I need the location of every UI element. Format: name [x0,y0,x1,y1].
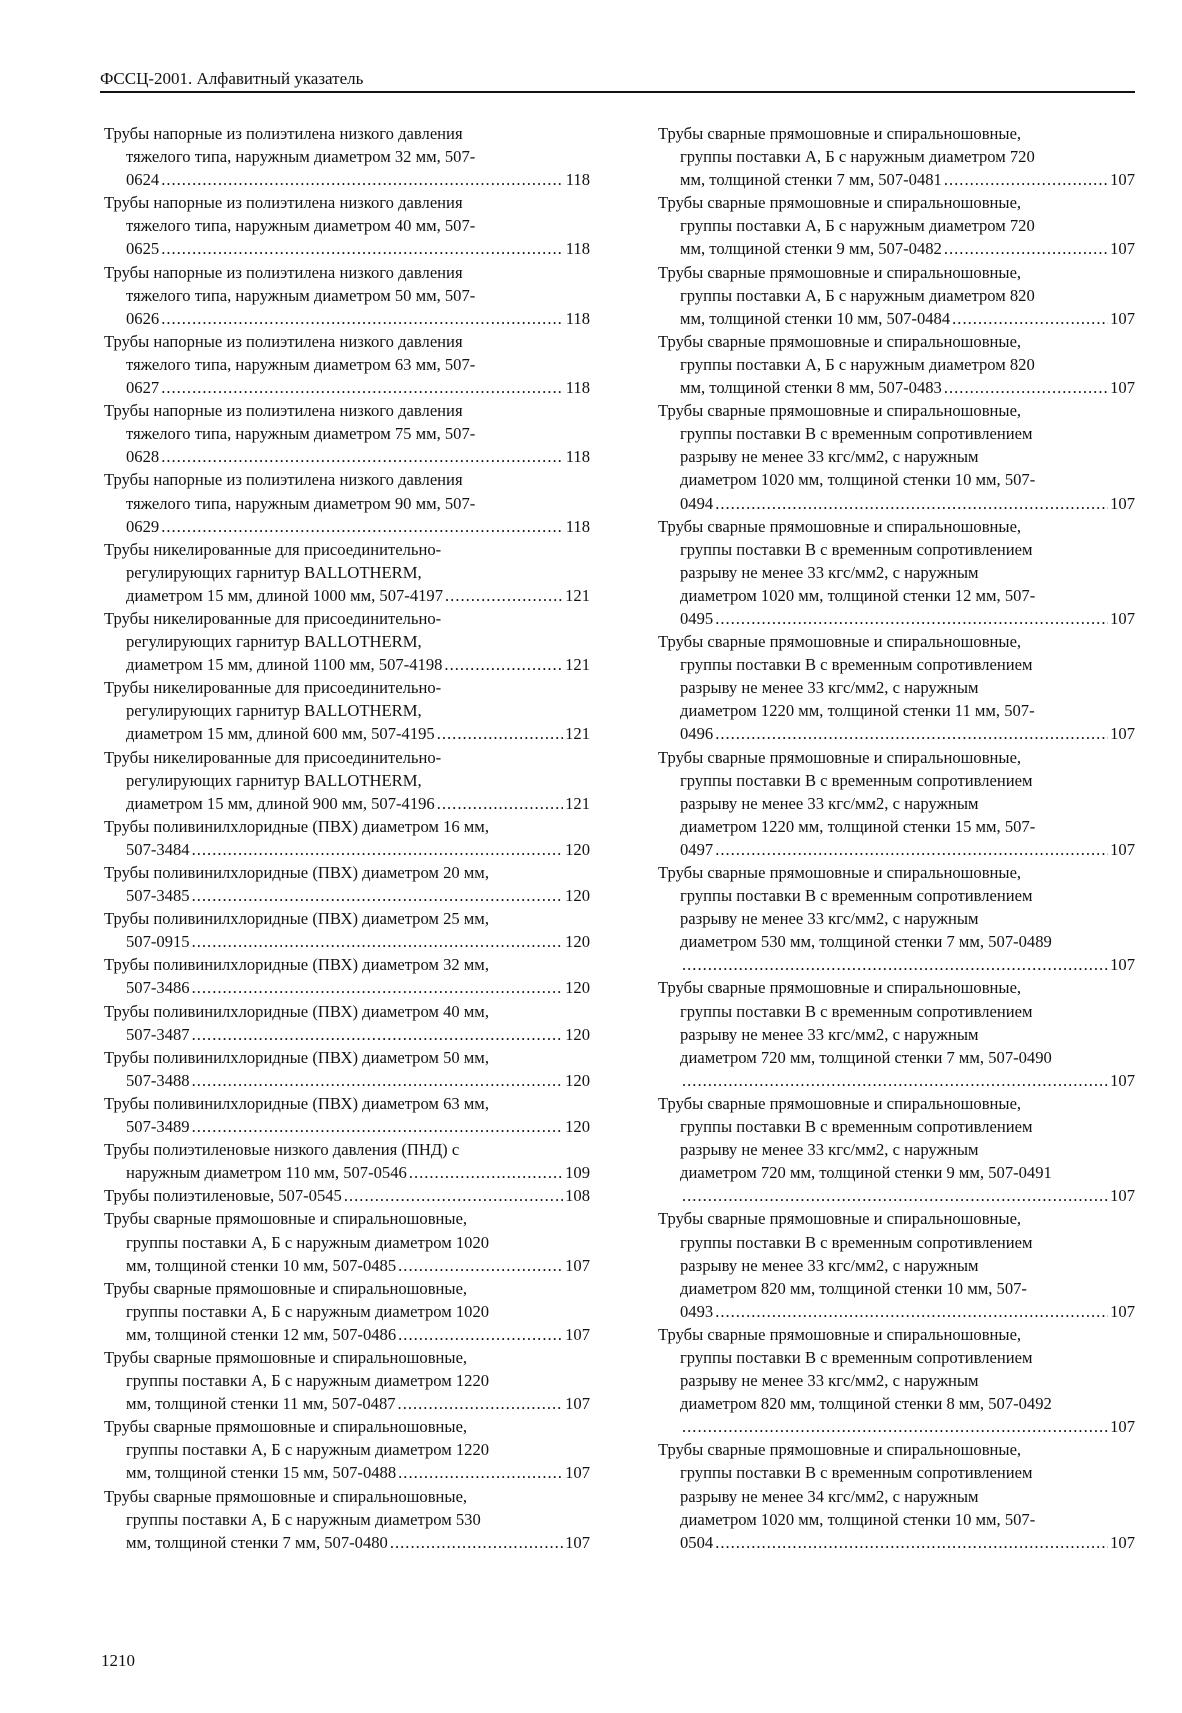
entry-text-line: диаметром 720 мм, толщиной стенки 9 мм, 507-0491 [680,1163,1052,1183]
entry-text-line: Трубы сварные прямошовные и спиральношовные, [658,863,1022,882]
entry-page-ref: 107 [565,1255,590,1275]
entry-text-tail: 0493 [680,1301,714,1321]
entry-text-line: разрыву не менее 33 кгс/мм2, с наружным [680,447,979,467]
entry-text-tail: Трубы полиэтиленовые, 507-0545 [104,1186,342,1206]
index-entry [658,861,1135,976]
entry-text-tail: мм, толщиной стенки 10 мм, 507-0485 [126,1255,397,1275]
entry-text-tail: диаметром 15 мм, длиной 900 мм, 507-4196 [126,793,435,813]
entry-leader-line [104,930,590,953]
entry-leader-line [104,515,590,538]
entry-text-tail: диаметром 15 мм, длиной 600 мм, 507-4195 [126,724,435,744]
entry-text-line: Трубы никелированные для присоединительно- [104,747,442,767]
entry-text-line: тяжелого типа, наружным диаметром 40 мм, 507- [126,216,476,236]
entry-text-line: группы поставки В с временным сопротивлением [680,770,1033,790]
entry-text-line: тяжелого типа, наружным диаметром 90 мм, 507- [126,493,476,513]
dot-leader [715,492,1108,515]
header-title: ФССЦ-2001. Алфавитный указатель [100,69,364,88]
entry-text-line: регулирующих гарнитур BALLOTHERM, [126,770,422,790]
dot-leader [192,838,564,861]
entry-text-tail: мм, толщиной стенки 10 мм, 507-0484 [680,308,951,328]
entry-page-ref: 107 [1110,1532,1135,1552]
index-entry [104,953,590,999]
entry-leader-line [658,1415,1135,1438]
dot-leader [715,722,1108,745]
entry-text-line: тяжелого типа, наружным диаметром 50 мм, 507- [126,285,476,305]
index-entry [104,261,590,330]
entry-text-tail: мм, толщиной стенки 15 мм, 507-0488 [126,1463,397,1483]
entry-text-line: группы поставки В с временным сопротивлением [680,1232,1033,1252]
entry-leader-line [104,1323,590,1346]
entry-leader-line [104,1023,590,1046]
entry-leader-line [104,1069,590,1092]
entry-text-line: Трубы сварные прямошовные и спиральношовные, [658,632,1022,652]
entry-text-line: диаметром 1020 мм, толщиной стенки 10 мм, 507- [680,470,1036,490]
entry-text-tail: 507-0915 [126,932,190,952]
entry-text-line: Трубы сварные прямошовные и спиральношовные, [658,747,1022,767]
entry-page-ref: 120 [565,1024,590,1044]
entry-text-line: Трубы напорные из полиэтилена низкого давления [104,193,463,213]
index-entry [104,538,590,607]
entry-page-ref: 107 [1110,170,1135,190]
dot-leader [161,515,564,538]
entry-text-line: группы поставки А, Б с наружным диаметром 1020 [126,1232,490,1252]
entry-leader-line [104,1115,590,1138]
entry-page-ref: 120 [565,1070,590,1090]
dot-leader [682,1415,1108,1438]
dot-leader [715,1531,1108,1554]
dot-leader [409,1161,563,1184]
entry-leader-line [104,838,590,861]
index-entry [104,676,590,745]
index-column-right [658,122,1135,1554]
entry-text-line: группы поставки А, Б с наружным диаметром 1220 [126,1440,490,1460]
entry-text-line: Трубы сварные прямошовные и спиральношовные, [658,1324,1022,1344]
entry-text-line: разрыву не менее 33 кгс/мм2, с наружным [680,1255,979,1275]
entry-page-ref: 120 [565,978,590,998]
entry-page-ref: 107 [1110,1070,1135,1090]
dot-leader [161,168,564,191]
index-entry [104,1138,590,1184]
index-entry [104,1415,590,1484]
entry-text-line: группы поставки А, Б с наружным диаметром 720 [680,216,1035,236]
entry-leader-line [104,653,590,676]
index-entry [104,1046,590,1092]
entry-leader-line [104,1392,590,1415]
entry-leader-line [104,237,590,260]
index-entry [658,399,1135,514]
entry-text-tail: 507-3486 [126,978,190,998]
dot-leader [161,307,564,330]
entry-page-ref: 107 [1110,239,1135,259]
entry-text-line: Трубы поливинилхлоридные (ПВХ) диаметром 32 мм, [104,955,489,975]
entry-page-ref: 118 [565,378,590,398]
entry-text-tail: 507-3484 [126,839,190,859]
entry-text-line: Трубы сварные прямошовные и спиральношовные, [658,124,1022,143]
entry-leader-line [658,307,1135,330]
index-entry [104,1184,590,1207]
entry-text-tail: мм, толщиной стенки 8 мм, 507-0483 [680,378,942,398]
entry-text-line: Трубы сварные прямошовные и спиральношовные, [658,1093,1022,1113]
index-entry [658,976,1135,1091]
entry-text-line: Трубы сварные прямошовные и спиральношовные, [104,1486,468,1506]
entry-text-line: Трубы сварные прямошовные и спиральношовные, [658,978,1022,998]
dot-leader [192,976,564,999]
entry-text-line: разрыву не менее 33 кгс/мм2, с наружным [680,1140,979,1160]
entry-text-line: регулирующих гарнитур BALLOTHERM, [126,632,422,652]
dot-leader [437,792,563,815]
entry-text-tail: диаметром 15 мм, длиной 1000 мм, 507-4197 [126,585,444,605]
index-entry [104,746,590,815]
entry-text-line: группы поставки А, Б с наружным диаметром 1220 [126,1371,490,1391]
entry-page-ref: 107 [1110,308,1135,328]
entry-text-line: Трубы никелированные для присоединительно- [104,608,442,628]
entry-page-ref: 118 [565,239,590,259]
entry-text-line: группы поставки В с временным сопротивлением [680,1001,1033,1021]
entry-text-line: Трубы никелированные для присоединительно- [104,539,442,559]
index-entry [104,122,590,191]
entry-page-ref: 121 [565,724,590,744]
dot-leader [192,1023,564,1046]
entry-page-ref: 107 [1110,955,1135,975]
entry-text-line: диаметром 1220 мм, толщиной стенки 15 мм, 507- [680,816,1036,836]
entry-page-ref: 109 [565,1163,590,1183]
index-entry [104,1277,590,1346]
dot-leader [192,884,564,907]
entry-text-tail: 0496 [680,724,714,744]
entry-text-line: группы поставки А, Б с наружным диаметром 720 [680,147,1035,167]
dot-leader [192,1069,564,1092]
page-header [100,68,1135,93]
entry-text-tail: 0629 [126,516,160,536]
entry-page-ref: 118 [565,170,590,190]
dot-leader [398,1392,564,1415]
entry-text-line: Трубы полиэтиленовые низкого давления (ПНД) с [104,1140,460,1160]
entry-text-tail: 507-3489 [126,1117,190,1137]
index-entry [104,907,590,953]
entry-text-tail: 507-3485 [126,886,190,906]
entry-text-line: группы поставки В с временным сопротивлением [680,1347,1033,1367]
dot-leader [398,1254,563,1277]
index-entry [104,1485,590,1554]
entry-page-ref: 121 [565,793,590,813]
index-entry [658,261,1135,330]
index-entry [104,468,590,537]
dot-leader [192,1115,564,1138]
entry-text-line: Трубы сварные прямошовные и спиральношовные, [658,262,1022,282]
entry-page-ref: 120 [565,839,590,859]
entry-page-ref: 107 [565,1394,590,1414]
entry-text-line: диаметром 530 мм, толщиной стенки 7 мм, 507-0489 [680,932,1052,952]
entry-text-line: Трубы поливинилхлоридные (ПВХ) диаметром 63 мм, [104,1093,489,1113]
entry-text-tail: мм, толщиной стенки 7 мм, 507-0481 [680,170,942,190]
entry-text-tail: 507-3487 [126,1024,190,1044]
entry-text-line: разрыву не менее 33 кгс/мм2, с наружным [680,1024,979,1044]
entry-text-tail: 0626 [126,308,160,328]
entry-text-tail: мм, толщиной стенки 11 мм, 507-0487 [126,1394,396,1414]
entry-text-line: диаметром 1220 мм, толщиной стенки 11 мм, 507- [680,701,1035,721]
entry-text-line: группы поставки А, Б с наружным диаметром 530 [126,1509,481,1529]
dot-leader [398,1461,563,1484]
entry-leader-line [658,607,1135,630]
entry-text-line: Трубы поливинилхлоридные (ПВХ) диаметром 25 мм, [104,909,489,929]
entry-page-ref: 118 [565,516,590,536]
index-entry [658,1438,1135,1553]
entry-page-ref: 121 [565,585,590,605]
entry-text-tail: 0625 [126,239,160,259]
index-entry [658,191,1135,260]
entry-leader-line [658,722,1135,745]
index-entry [658,630,1135,745]
entry-page-ref: 107 [565,1532,590,1552]
dot-leader [715,838,1108,861]
entry-leader-line [658,1069,1135,1092]
entry-text-tail: 0628 [126,447,160,467]
entry-leader-line [104,1461,590,1484]
dot-leader [682,953,1108,976]
entry-text-line: Трубы поливинилхлоридные (ПВХ) диаметром 50 мм, [104,1047,489,1067]
entry-text-tail: мм, толщиной стенки 12 мм, 507-0486 [126,1324,397,1344]
entry-text-line: Трубы сварные прямошовные и спиральношовные, [658,193,1022,213]
entry-text-line: группы поставки В с временным сопротивлением [680,1463,1033,1483]
entry-text-line: группы поставки А, Б с наружным диаметром 820 [680,354,1035,374]
dot-leader [344,1184,563,1207]
entry-text-line: группы поставки А, Б с наружным диаметром 820 [680,285,1035,305]
dot-leader [398,1323,563,1346]
index-entry [658,1323,1135,1438]
entry-text-line: Трубы сварные прямошовные и спиральношовные, [658,1440,1022,1460]
index-entry [104,1346,590,1415]
entry-text-line: диаметром 720 мм, толщиной стенки 7 мм, 507-0490 [680,1047,1052,1067]
entry-text-line: Трубы поливинилхлоридные (ПВХ) диаметром 40 мм, [104,1001,489,1021]
dot-leader [715,1300,1108,1323]
entry-leader-line [104,884,590,907]
entry-leader-line [104,168,590,191]
entry-text-line: Трубы поливинилхлоридные (ПВХ) диаметром 16 мм, [104,816,489,836]
entry-text-line: Трубы напорные из полиэтилена низкого давления [104,124,463,143]
entry-text-line: Трубы сварные прямошовные и спиральношовные, [658,401,1022,421]
entry-page-ref: 108 [565,1186,590,1206]
entry-text-line: разрыву не менее 33 кгс/мм2, с наружным [680,909,979,929]
entry-page-ref: 107 [1110,839,1135,859]
entry-text-line: диаметром 1020 мм, толщиной стенки 10 мм, 507- [680,1509,1036,1529]
entry-text-line: разрыву не менее 34 кгс/мм2, с наружным [680,1486,979,1506]
entry-text-tail: 0495 [680,608,714,628]
entry-page-ref: 107 [1110,378,1135,398]
index-entry [658,1207,1135,1322]
dot-leader [444,653,563,676]
dot-leader [944,168,1108,191]
dot-leader [390,1531,563,1554]
entry-text-line: Трубы сварные прямошовные и спиральношовные, [104,1209,468,1229]
entry-page-ref: 107 [1110,1186,1135,1206]
index-entry [658,515,1135,630]
dot-leader [161,445,564,468]
dot-leader [952,307,1108,330]
entry-leader-line [658,838,1135,861]
entry-page-ref: 107 [1110,1417,1135,1437]
index-entry [104,1207,590,1276]
dot-leader [161,376,564,399]
entry-text-tail: 0497 [680,839,714,859]
entry-leader-line [658,376,1135,399]
entry-leader-line [104,722,590,745]
entry-text-line: тяжелого типа, наружным диаметром 75 мм, 507- [126,424,476,444]
entry-text-tail: 0504 [680,1532,714,1552]
index-entry [658,746,1135,861]
entry-leader-line [658,1300,1135,1323]
entry-text-line: Трубы сварные прямошовные и спиральношовные, [104,1347,468,1367]
entry-leader-line [104,445,590,468]
entry-text-line: разрыву не менее 33 кгс/мм2, с наружным [680,562,979,582]
entry-page-ref: 107 [1110,724,1135,744]
index-entry [104,815,590,861]
entry-text-line: разрыву не менее 33 кгс/мм2, с наружным [680,793,979,813]
entry-text-line: группы поставки А, Б с наружным диаметром 1020 [126,1301,490,1321]
entry-text-line: разрыву не менее 33 кгс/мм2, с наружным [680,678,979,698]
entry-text-line: группы поставки В с временным сопротивлением [680,539,1033,559]
dot-leader [682,1069,1108,1092]
entry-page-ref: 107 [565,1324,590,1344]
entry-leader-line [658,237,1135,260]
entry-text-line: Трубы напорные из полиэтилена низкого давления [104,331,463,351]
entry-text-line: разрыву не менее 33 кгс/мм2, с наружным [680,1371,979,1391]
entry-text-tail: наружным диаметром 110 мм, 507-0546 [126,1163,407,1183]
entry-leader-line [658,953,1135,976]
entry-leader-line [104,376,590,399]
entry-text-line: группы поставки В с временным сопротивлением [680,655,1033,675]
entry-text-line: группы поставки В с временным сопротивлением [680,424,1033,444]
index-entry [104,1000,590,1046]
entry-page-ref: 107 [565,1463,590,1483]
dot-leader [944,376,1108,399]
index-entry [104,607,590,676]
entry-leader-line [104,976,590,999]
entry-leader-line [104,584,590,607]
entry-text-tail: 0624 [126,170,160,190]
dot-leader [437,722,563,745]
entry-leader-line [658,1184,1135,1207]
entry-text-line: Трубы сварные прямошовные и спиральношовные, [104,1417,468,1437]
entry-text-line: тяжелого типа, наружным диаметром 63 мм, 507- [126,354,476,374]
entry-text-line: Трубы сварные прямошовные и спиральношовные, [658,1209,1022,1229]
entry-text-tail: 0494 [680,493,714,513]
index-entry [104,861,590,907]
entry-page-ref: 107 [1110,1301,1135,1321]
entry-leader-line [658,168,1135,191]
dot-leader [715,607,1108,630]
entry-leader-line [104,307,590,330]
entry-text-tail: 507-3488 [126,1070,190,1090]
entry-text-tail: 0627 [126,378,160,398]
index-entry [658,122,1135,191]
dot-leader [682,1184,1108,1207]
index-entry [658,330,1135,399]
entry-text-line: группы поставки В с временным сопротивлением [680,1117,1033,1137]
entry-text-line: Трубы напорные из полиэтилена низкого давления [104,401,463,421]
entry-text-tail: диаметром 15 мм, длиной 1100 мм, 507-4198 [126,655,443,675]
entry-leader-line [658,1531,1135,1554]
entry-text-line: регулирующих гарнитур BALLOTHERM, [126,701,422,721]
entry-leader-line [104,792,590,815]
entry-page-ref: 121 [565,655,590,675]
entry-page-ref: 107 [1110,493,1135,513]
entry-text-line: диаметром 820 мм, толщиной стенки 10 мм, 507- [680,1278,1027,1298]
entry-text-tail: мм, толщиной стенки 7 мм, 507-0480 [126,1532,388,1552]
index-entry [104,191,590,260]
entry-page-ref: 120 [565,886,590,906]
entry-text-line: группы поставки В с временным сопротивлением [680,886,1033,906]
entry-leader-line [104,1531,590,1554]
entry-text-line: Трубы поливинилхлоридные (ПВХ) диаметром 20 мм, [104,863,489,882]
entry-text-line: диаметром 1020 мм, толщиной стенки 12 мм, 507- [680,585,1036,605]
entry-text-line: Трубы сварные прямошовные и спиральношовные, [658,516,1022,536]
entry-page-ref: 118 [565,447,590,467]
entry-leader-line [104,1184,590,1207]
entry-text-line: тяжелого типа, наружным диаметром 32 мм, 507- [126,147,476,167]
dot-leader [192,930,564,953]
index-entry [658,1092,1135,1207]
page-number: 1210 [101,1651,135,1670]
entry-text-line: Трубы сварные прямошовные и спиральношовные, [658,331,1022,351]
index-column-left [104,122,590,1554]
entry-text-line: Трубы напорные из полиэтилена низкого давления [104,470,463,490]
entry-leader-line [104,1161,590,1184]
dot-leader [944,237,1108,260]
index-entry [104,399,590,468]
dot-leader [161,237,564,260]
entry-text-line: Трубы сварные прямошовные и спиральношовные, [104,1278,468,1298]
index-entry [104,1092,590,1138]
entry-text-line: Трубы никелированные для присоединительно- [104,678,442,698]
entry-text-line: регулирующих гарнитур BALLOTHERM, [126,562,422,582]
entry-text-line: Трубы напорные из полиэтилена низкого давления [104,262,463,282]
entry-leader-line [658,492,1135,515]
entry-leader-line [104,1254,590,1277]
index-entry [104,330,590,399]
entry-page-ref: 118 [565,308,590,328]
entry-page-ref: 120 [565,1117,590,1137]
entry-page-ref: 107 [1110,608,1135,628]
entry-text-line: диаметром 820 мм, толщиной стенки 8 мм, 507-0492 [680,1394,1052,1414]
entry-text-tail: мм, толщиной стенки 9 мм, 507-0482 [680,239,942,259]
entry-page-ref: 120 [565,932,590,952]
dot-leader [445,584,563,607]
